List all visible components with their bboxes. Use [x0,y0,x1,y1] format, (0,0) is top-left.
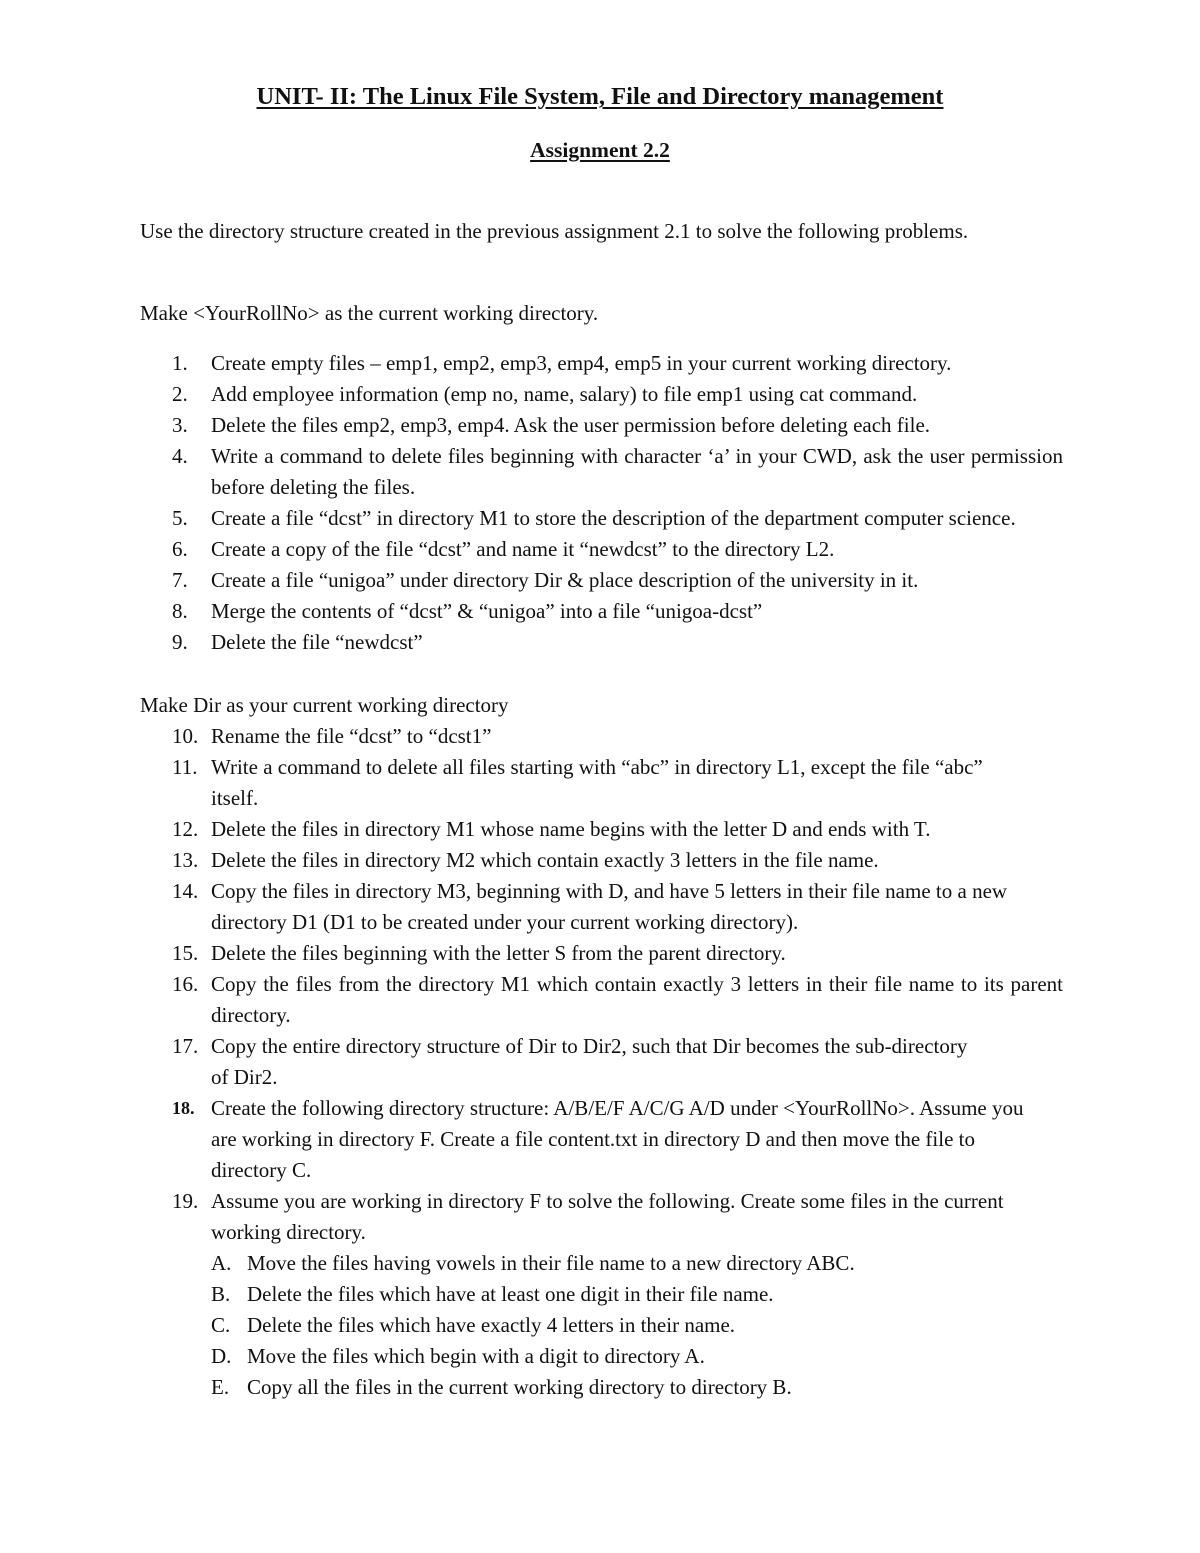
task-item [0,410,1200,441]
task-number: 16. [172,972,199,996]
task-number: 7. [172,568,188,592]
task-text: Create a file “dcst” in directory M1 to store the description of the department computer science. [211,506,1016,530]
task-number: 18. [172,1098,195,1118]
task-number: 17. [172,1034,199,1058]
subtask-letter: C. [211,1313,231,1337]
task-item [0,969,1200,1031]
subtask-item [0,1279,1200,1310]
task-item [0,1031,1200,1093]
task-number: 8. [172,599,188,623]
task-item [0,627,1200,658]
subtask-item [0,1248,1200,1279]
task-item [0,348,1200,379]
subtask-text: Copy all the files in the current working directory to directory B. [247,1375,792,1399]
task-text: Delete the file “newdcst” [211,630,423,654]
task-number: 10. [172,724,199,748]
task-item [0,876,1200,938]
task-text: Create the following directory structure: A/B/E/F A/C/G A/D under <YourRollNo>. Assume you are working in directory F. Create a file content.txt in directory D and then move the file to directory C. [211,1096,1024,1182]
task-list-part2 [0,721,1200,1403]
subtask-text: Delete the files which have exactly 4 letters in their name. [247,1313,736,1337]
subtask-item [0,1341,1200,1372]
task-text: Copy the files from the directory M1 which contain exactly 3 letters in their file name to its parent directory. [211,972,1063,1027]
subtask-item [0,1310,1200,1341]
task-number: 13. [172,848,199,872]
task-item [0,845,1200,876]
assignment-subtitle: Assignment 2.2 [530,138,670,162]
task-text: Copy the entire directory structure of Dir to Dir2, such that Dir becomes the sub-directory of Dir2. [211,1034,968,1089]
subtask-text: Delete the files which have at least one digit in their file name. [247,1282,774,1306]
task-text: Create empty files – emp1, emp2, emp3, emp4, emp5 in your current working directory. [211,351,952,375]
task-number: 5. [172,506,188,530]
task-number: 3. [172,413,188,437]
task-text: Copy the files in directory M3, beginning with D, and have 5 letters in their file name to a new directory D1 (D1 to be created under your current working directory). [211,879,1008,934]
task-number: 19. [172,1189,199,1213]
cwd-instruction-2: Make Dir as your current working directory [140,693,509,717]
task-number: 1. [172,351,188,375]
task-text: Merge the contents of “dcst” & “unigoa” into a file “unigoa-dcst” [211,599,763,623]
task-number: 2. [172,382,188,406]
subtask-letter: A. [211,1251,232,1275]
subtask-letter: B. [211,1282,231,1306]
task-item [0,565,1200,596]
task-item [0,938,1200,969]
task-number: 9. [172,630,188,654]
task-text: Delete the files emp2, emp3, emp4. Ask the user permission before deleting each file. [211,413,931,437]
task-text: Write a command to delete all files starting with “abc” in directory L1, except the file “abc” itself. [211,755,983,810]
task-text: Add employee information (emp no, name, salary) to file emp1 using cat command. [211,382,918,406]
task-item [0,503,1200,534]
task-list-part1 [0,348,1200,658]
task-item [0,596,1200,627]
task-text: Delete the files in directory M2 which contain exactly 3 letters in the file name. [211,848,879,872]
task-item [0,1186,1200,1403]
subtask-text: Move the files which begin with a digit to directory A. [247,1344,705,1368]
task-item [0,814,1200,845]
task-text: Delete the files in directory M1 whose name begins with the letter D and ends with T. [211,817,931,841]
task-number: 15. [172,941,199,965]
task-text: Write a command to delete files beginning with character ‘a’ in your CWD, ask the user permission before deleting the files. [211,444,1063,499]
document-title: UNIT- II: The Linux File System, File and Directory management [256,83,944,110]
subtask-list [0,1248,1200,1403]
task-item [0,379,1200,410]
subtask-text: Move the files having vowels in their file name to a new directory ABC. [247,1251,855,1275]
task-item [0,752,1200,814]
task-number: 6. [172,537,188,561]
task-text: Assume you are working in directory F to solve the following. Create some files in the current working directory. [211,1189,1004,1244]
cwd-instruction-1: Make <YourRollNo> as the current working directory. [140,301,599,325]
task-number: 11. [172,755,198,779]
task-number: 12. [172,817,199,841]
task-item [0,534,1200,565]
task-item [0,1093,1200,1186]
subtask-letter: E. [211,1375,230,1399]
subtask-letter: D. [211,1344,232,1368]
task-number: 4. [172,444,188,468]
task-item [0,441,1200,503]
task-text: Delete the files beginning with the letter S from the parent directory. [211,941,786,965]
task-number: 14. [172,879,199,903]
intro-paragraph: Use the directory structure created in the previous assignment 2.1 to solve the following problems. [140,219,969,243]
task-item [0,721,1200,752]
subtask-item [0,1372,1200,1403]
task-text: Create a file “unigoa” under directory Dir & place description of the university in it. [211,568,919,592]
task-text: Rename the file “dcst” to “dcst1” [211,724,492,748]
task-text: Create a copy of the file “dcst” and name it “newdcst” to the directory L2. [211,537,835,561]
